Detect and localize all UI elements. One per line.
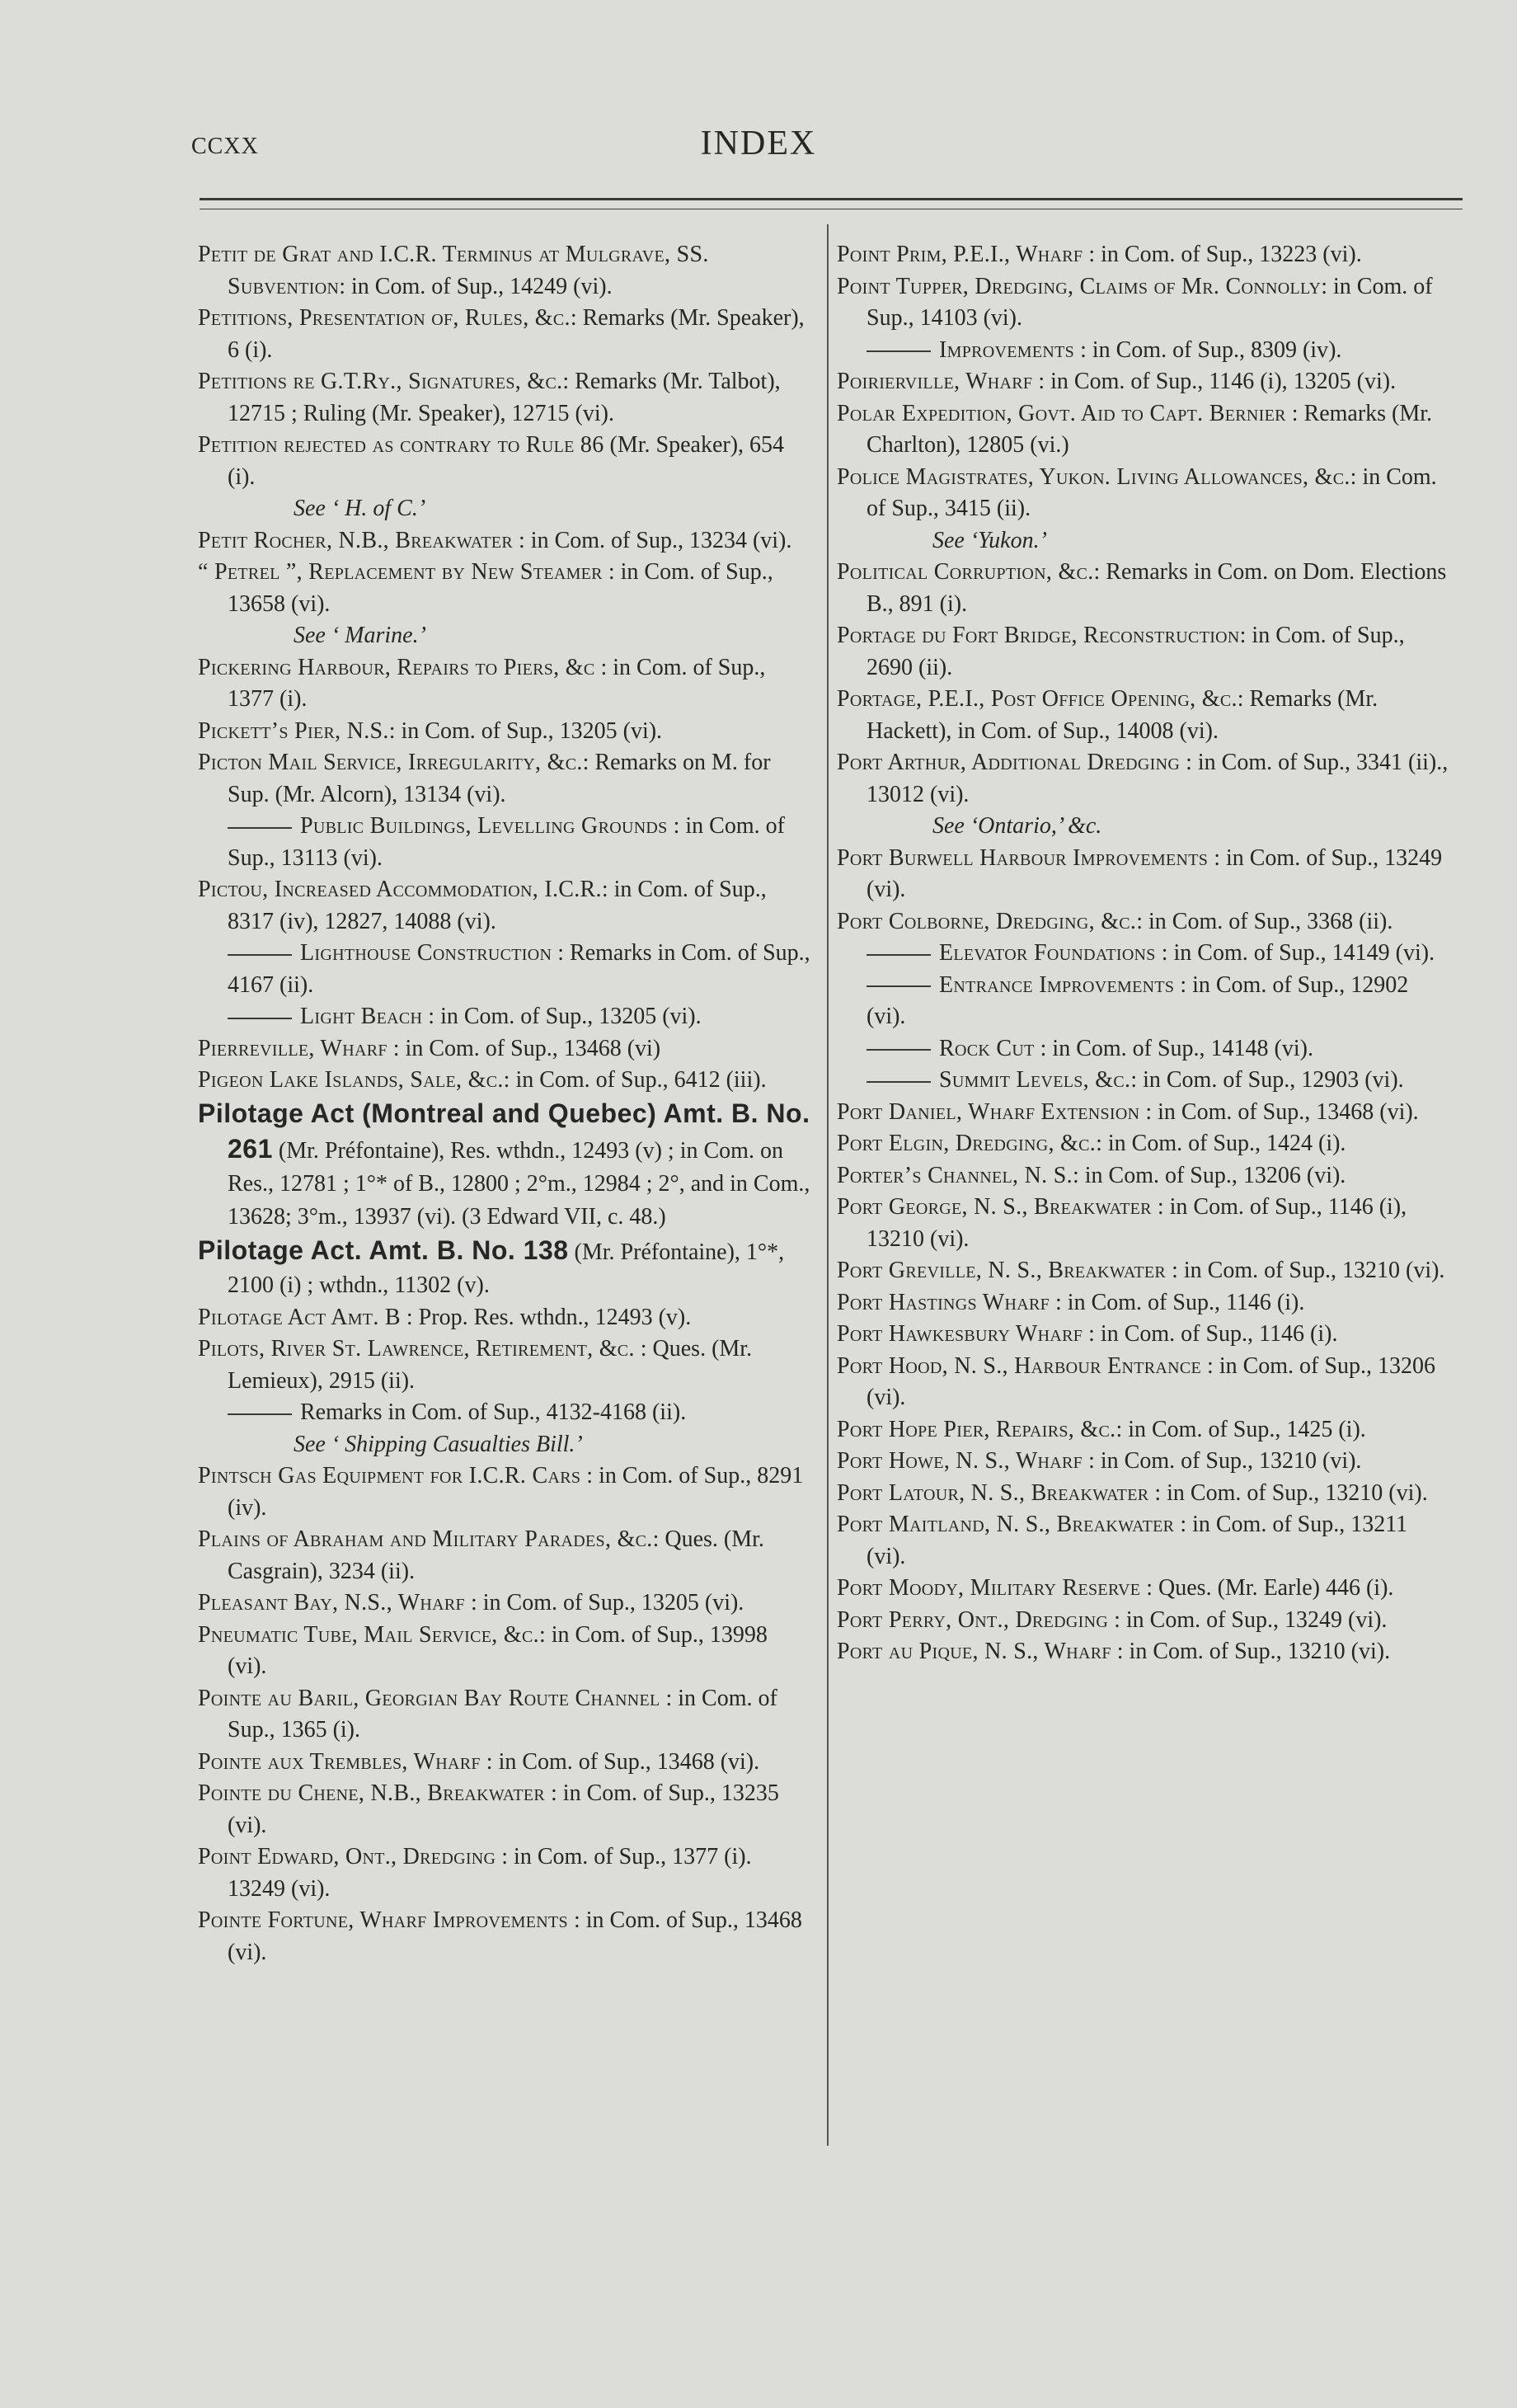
entry-reference: : Ques. (Mr. Casgrain), 3234 (ii). — [228, 1526, 764, 1584]
see-reference — [198, 493, 812, 525]
entry-reference: : Prop. Res. wthdn., 12493 (v). — [400, 1304, 692, 1330]
entry-reference: : Remarks in Com. on Dom. Elections B., 891 (i). — [867, 559, 1447, 617]
entry-heading: Improvements — [939, 336, 1075, 363]
entry-heading: Pierreville, Wharf — [198, 1035, 387, 1061]
entry-heading: Pickering Harbour, Repairs to Piers, &c — [198, 654, 595, 680]
entry-heading: Port Maitland, N. S., Breakwater — [837, 1512, 1175, 1537]
index-entry — [198, 525, 812, 557]
ditto-dash — [867, 954, 931, 956]
index-entry — [198, 1302, 812, 1334]
index-entry — [198, 1065, 812, 1097]
entry-heading: Polar Expedition, Govt. Aid to Capt. Bernier — [837, 400, 1286, 426]
entry-reference: : in Com. of Sup., 13210 (vi). — [1083, 1448, 1362, 1474]
entry-reference: : in Com. of Sup., 13249 (vi). — [1108, 1606, 1388, 1633]
entry-reference: : in Com. of Sup., 1365 (i). — [228, 1685, 777, 1743]
entry-heading: Petitions re G.T.Ry., Signatures, &c. — [198, 369, 563, 394]
entry-reference: : in Com. of Sup., 1377 (i). — [228, 654, 766, 712]
entry-reference: : in Com. of Sup., 13468 (vi). — [228, 1907, 802, 1965]
ditto-dash — [867, 1081, 931, 1083]
entry-heading: Port George, N. S., Breakwater — [837, 1194, 1152, 1220]
entry-reference: : in Com. of Sup., 13249 (vi). — [867, 844, 1443, 902]
entry-reference: : Ques. (Mr. Earle) 446 (i). — [1140, 1575, 1394, 1601]
entry-reference: : in Com. of Sup., 13210 (vi). — [1166, 1258, 1445, 1283]
entry-heading: Port Hood, N. S., Harbour Entrance — [837, 1352, 1202, 1379]
entry-heading: Port au Pique, N. S., Wharf — [837, 1639, 1111, 1664]
index-entry — [837, 843, 1451, 906]
entry-heading: Point Prim, P.E.I., Wharf — [837, 242, 1083, 267]
entry-heading: Plains of Abraham and Military Parades, &c. — [198, 1526, 653, 1552]
entry-heading: Porter’s Channel, N. S. — [837, 1162, 1073, 1188]
index-entry — [837, 1192, 1451, 1255]
index-entry — [837, 462, 1451, 525]
index-entry — [837, 684, 1451, 747]
entry-reference: : in Com. of Sup., 1146 (i). — [1083, 1321, 1338, 1347]
index-entry — [198, 430, 812, 493]
see-reference — [198, 620, 812, 652]
entry-heading: Pictou, Increased Accommodation, I.C.R. — [198, 877, 602, 902]
entry-heading: “ Petrel ”, Replacement by New Steamer — [198, 559, 603, 585]
index-entry — [837, 1097, 1451, 1129]
entry-reference: : in Com. of Sup., 1425 (i). — [1115, 1416, 1366, 1442]
entry-reference: : in Com. of Sup., 13113 (vi). — [228, 813, 785, 871]
see-reference — [198, 1429, 812, 1461]
index-entry — [837, 1351, 1451, 1414]
entry-heading: Petitions, Presentation of, Rules, &c. — [198, 305, 571, 331]
entry-heading: Point Tupper, Dredging, Claims of Mr. Connolly — [837, 273, 1322, 299]
entry-reference: (Mr. Préfontaine), Res. wthdn., 12493 (v) ; in Com. on Res., 12781 ; 1°* of B., 12800 ; 2°m., 12984 ; 2°, and in Com., 13628; 3°m., 13937 (vi). (3 Edward VII, c. 48.) — [228, 1137, 810, 1230]
index-entry — [198, 1841, 812, 1905]
entry-heading: Pickett’s Pier, N.S. — [198, 717, 389, 744]
header-rule — [200, 198, 1463, 200]
entry-reference: : in Com. of Sup., 13658 (vi). — [228, 559, 773, 617]
entry-heading: Summit Levels, &c. — [939, 1067, 1131, 1093]
index-subentry — [837, 335, 1451, 367]
index-entry — [837, 1255, 1451, 1287]
index-entry — [198, 747, 812, 811]
see-reference — [837, 811, 1451, 843]
entry-reference: : in Com. of Sup., 2690 (ii). — [867, 623, 1405, 680]
index-entry — [198, 1460, 812, 1524]
entry-heading: Petit Rocher, N.B., Breakwater — [198, 527, 514, 553]
entry-reference: : Remarks (Mr. Talbot), 12715 ; Ruling (Mr. Speaker), 12715 (vi). — [228, 369, 781, 426]
index-entry — [198, 1234, 812, 1302]
entry-reference: : in Com. of Sup., 14103 (vi). — [867, 273, 1433, 331]
index-entry — [198, 874, 812, 938]
entry-heading: Pneumatic Tube, Mail Service, &c. — [198, 1621, 539, 1648]
entry-heading: Pilotage Act Amt. B — [198, 1304, 401, 1330]
entry-reference: : Remarks (Mr. Hackett), in Com. of Sup., 14008 (vi). — [867, 686, 1378, 744]
index-entry — [198, 1097, 812, 1234]
ditto-dash — [228, 1018, 292, 1019]
entry-reference: Remarks in Com. of Sup., 4132-4168 (ii). — [300, 1399, 687, 1425]
ditto-dash — [867, 985, 931, 987]
entry-reference: : Ques. (Mr. Lemieux), 2915 (ii). — [228, 1336, 753, 1394]
entry-reference: : in Com. of Sup., 3415 (ii). — [867, 463, 1437, 521]
entry-heading: Pointe au Baril, Georgian Bay Route Channel — [198, 1685, 660, 1711]
entry-reference: : Remarks on M. for Sup. (Mr. Alcorn), 13134 (vi). — [228, 750, 771, 807]
index-entry — [837, 1414, 1451, 1446]
entry-heading: Port Colborne, Dredging, &c. — [837, 908, 1137, 934]
index-entry — [837, 1446, 1451, 1478]
index-entry — [198, 716, 812, 748]
entry-heading: Port Burwell Harbour Improvements — [837, 844, 1209, 871]
entry-heading: Petition rejected as contrary to Rule 86 — [198, 432, 604, 458]
entry-heading: Port Elgin, Dredging, &c. — [837, 1131, 1097, 1156]
index-entry — [837, 620, 1451, 684]
entry-heading: Pleasant Bay, N.S., Wharf — [198, 1590, 465, 1616]
entry-reference: (Mr. Speaker), 654 (i). — [228, 432, 785, 490]
entry-heading: Port Latour, N. S., Breakwater — [837, 1479, 1149, 1506]
entry-heading: Portage du Fort Bridge, Reconstruction — [837, 623, 1240, 648]
entry-heading: Pointe Fortune, Wharf Improvements — [198, 1907, 568, 1933]
entry-reference: : in Com. of Sup., 13998 (vi). — [228, 1621, 768, 1679]
index-subentry — [198, 1001, 812, 1033]
index-entry — [837, 1573, 1451, 1605]
entry-reference: : Remarks in Com. of Sup., 4167 (ii). — [228, 940, 810, 998]
index-entry — [837, 239, 1451, 271]
entry-reference: : in Com. of Sup., 13234 (vi). — [513, 527, 792, 553]
index-entry — [198, 1905, 812, 1968]
entry-reference: : in Com. of Sup., 3368 (ii). — [1136, 908, 1393, 934]
index-subentry — [837, 938, 1451, 970]
entry-heading: Political Corruption, &c. — [837, 559, 1094, 585]
column-divider — [827, 224, 829, 2146]
entry-heading: Port Hastings Wharf — [837, 1289, 1050, 1315]
entry-heading: Pigeon Lake Islands, Sale, &c. — [198, 1067, 504, 1093]
index-subentry — [198, 938, 812, 1001]
see-text: See ‘Yukon.’ — [932, 527, 1047, 553]
see-text: See ‘ H. of C.’ — [294, 496, 426, 521]
see-reference — [837, 525, 1451, 557]
entry-reference: : in Com. of Sup., 8291 (iv). — [228, 1463, 804, 1521]
index-subentry — [198, 1397, 812, 1429]
index-entry — [837, 366, 1451, 398]
entry-heading: Rock Cut — [939, 1035, 1035, 1061]
entry-reference: : in Com. of Sup., 13206 (vi). — [1072, 1162, 1346, 1188]
entry-heading: Light Beach — [300, 1004, 423, 1029]
entry-reference: : in Com. of Sup., 14249 (vi). — [339, 273, 613, 299]
entry-reference: : in Com. of Sup., 3341 (ii)., 13012 (vi). — [867, 750, 1449, 807]
entry-heading: Port Hawkesbury Wharf — [837, 1321, 1083, 1347]
entry-heading: Pilotage Act (Montreal and Quebec) Amt. B. No. 261 — [198, 1098, 810, 1164]
entry-reference: : in Com. of Sup., 13468 (vi). — [1139, 1098, 1419, 1125]
entry-reference: : in Com. of Sup., 1377 (i). 13249 (vi). — [228, 1844, 752, 1902]
entry-reference: : Remarks (Mr. Charlton), 12805 (vi.) — [867, 400, 1433, 458]
index-entry — [198, 1033, 812, 1065]
entry-heading: Public Buildings, Levelling Grounds — [300, 813, 668, 839]
ditto-dash — [867, 1049, 931, 1051]
index-entry — [198, 1333, 812, 1397]
entry-reference: : in Com. of Sup., 14149 (vi). — [1155, 940, 1435, 966]
entry-heading: Pilots, River St. Lawrence, Retirement, &c. — [198, 1336, 635, 1362]
entry-reference: : in Com. of Sup., 1146 (i). — [1050, 1289, 1305, 1315]
index-entry — [837, 1128, 1451, 1160]
index-entry — [198, 652, 812, 716]
entry-reference: : in Com. of Sup., 13205 (vi). — [464, 1590, 744, 1616]
index-entry — [837, 906, 1451, 938]
entry-reference: : in Com. of Sup., 12903 (vi). — [1130, 1067, 1404, 1093]
entry-reference: : in Com. of Sup., 1146 (i), 13205 (vi). — [1032, 369, 1397, 394]
right-column — [837, 239, 1451, 1668]
index-entry — [837, 557, 1451, 620]
index-entry — [198, 366, 812, 430]
entry-reference: : in Com. of Sup., 13205 (vi). — [422, 1004, 702, 1029]
page-title: INDEX — [700, 125, 817, 162]
entry-heading: Pintsch Gas Equipment for I.C.R. Cars — [198, 1463, 581, 1489]
entry-heading: Port Daniel, Wharf Extension — [837, 1098, 1140, 1125]
ditto-dash — [867, 350, 931, 352]
entry-heading: Point Edward, Ont., Dredging — [198, 1844, 496, 1869]
index-entry — [837, 1287, 1451, 1319]
entry-reference: : in Com. of Sup., 13205 (vi). — [388, 717, 663, 744]
index-entry — [837, 1319, 1451, 1351]
entry-reference: : in Com. of Sup., 14148 (vi). — [1034, 1035, 1313, 1061]
left-column — [198, 239, 812, 1968]
entry-reference: : in Com. of Sup., 13468 (vi). — [480, 1748, 760, 1775]
entry-heading: Port Hope Pier, Repairs, &c. — [837, 1416, 1116, 1442]
entry-reference: : in Com. of Sup., 6412 (iii). — [503, 1067, 767, 1093]
entry-heading: Picton Mail Service, Irregularity, &c. — [198, 750, 583, 775]
ditto-dash — [228, 1413, 292, 1415]
entry-heading: Police Magistrates, Yukon. Living Allowances, &c. — [837, 463, 1350, 490]
ditto-dash — [228, 954, 292, 956]
index-entry — [837, 1509, 1451, 1573]
entry-reference: : in Com. of Sup., 13206 (vi). — [867, 1352, 1435, 1410]
index-entry — [198, 1524, 812, 1587]
entry-reference: : in Com. of Sup., 13235 (vi). — [228, 1780, 779, 1838]
entry-reference: : in Com. of Sup., 1146 (i), 13210 (vi). — [867, 1194, 1407, 1252]
index-entry — [837, 1160, 1451, 1192]
entry-reference: : in Com. of Sup., 13210 (vi). — [1111, 1639, 1391, 1664]
index-entry — [837, 271, 1451, 335]
entry-reference: : in Com. of Sup., 8309 (iv). — [1074, 336, 1342, 363]
entry-heading: Pointe aux Trembles, Wharf — [198, 1748, 481, 1775]
entry-reference: : in Com. of Sup., 1424 (i). — [1096, 1131, 1346, 1156]
see-text: See ‘ Shipping Casualties Bill.’ — [294, 1431, 583, 1457]
entry-heading: Port Perry, Ont., Dredging — [837, 1606, 1109, 1633]
entry-heading: Port Moody, Military Reserve — [837, 1575, 1141, 1601]
entry-reference: (Mr. Préfontaine), 1°*, 2100 (i) ; wthdn., 11302 (v). — [228, 1239, 785, 1298]
entry-heading: Elevator Foundations — [939, 940, 1156, 966]
entry-heading: Port Greville, N. S., Breakwater — [837, 1258, 1167, 1283]
see-text: See ‘ Marine.’ — [294, 623, 426, 648]
entry-heading: Portage, P.E.I., Post Office Opening, &c. — [837, 686, 1238, 712]
see-text: See ‘Ontario,’ &c. — [932, 813, 1102, 839]
entry-reference: : in Com. of Sup., 8317 (iv), 12827, 14088 (vi). — [228, 877, 767, 934]
index-entry — [198, 303, 812, 366]
entry-reference: : Remarks (Mr. Speaker), 6 (i). — [228, 305, 805, 363]
entry-heading: Petit de Grat and I.C.R. Terminus at Mulgrave, SS. Subvention — [198, 242, 709, 299]
entry-heading: Port Howe, N. S., Wharf — [837, 1448, 1083, 1474]
index-entry — [198, 1747, 812, 1779]
index-subentry — [837, 1065, 1451, 1097]
index-entry — [837, 398, 1451, 462]
entry-reference: : in Com. of Sup., 12902 (vi). — [867, 971, 1409, 1029]
index-entry — [198, 1587, 812, 1620]
entry-heading: Poirierville, Wharf — [837, 369, 1033, 394]
entry-reference: : in Com. of Sup., 13210 (vi). — [1148, 1479, 1428, 1506]
entry-heading: Lighthouse Construction — [300, 940, 552, 966]
index-entry — [837, 1605, 1451, 1637]
entry-heading: Pointe du Chene, N.B., Breakwater — [198, 1780, 546, 1806]
index-entry — [837, 1636, 1451, 1668]
entry-heading: Port Arthur, Additional Dredging — [837, 750, 1181, 775]
index-entry — [198, 1683, 812, 1747]
index-entry — [198, 1620, 812, 1683]
entry-reference: : in Com. of Sup., 13468 (vi) — [387, 1035, 661, 1061]
index-entry — [198, 557, 812, 620]
index-entry — [198, 1778, 812, 1841]
entry-reference: : in Com. of Sup., 13211 (vi). — [867, 1512, 1408, 1569]
page-number: CCXX — [191, 134, 259, 159]
index-subentry — [837, 970, 1451, 1033]
index-entry — [837, 747, 1451, 811]
ditto-dash — [228, 827, 292, 829]
index-subentry — [198, 811, 812, 874]
index-entry — [837, 1478, 1451, 1510]
entry-heading: Entrance Improvements — [939, 971, 1175, 998]
index-entry — [198, 239, 812, 303]
entry-heading: Pilotage Act. Amt. B. No. 138 — [198, 1235, 569, 1265]
entry-reference: : in Com. of Sup., 13223 (vi). — [1083, 242, 1362, 267]
index-subentry — [837, 1033, 1451, 1065]
